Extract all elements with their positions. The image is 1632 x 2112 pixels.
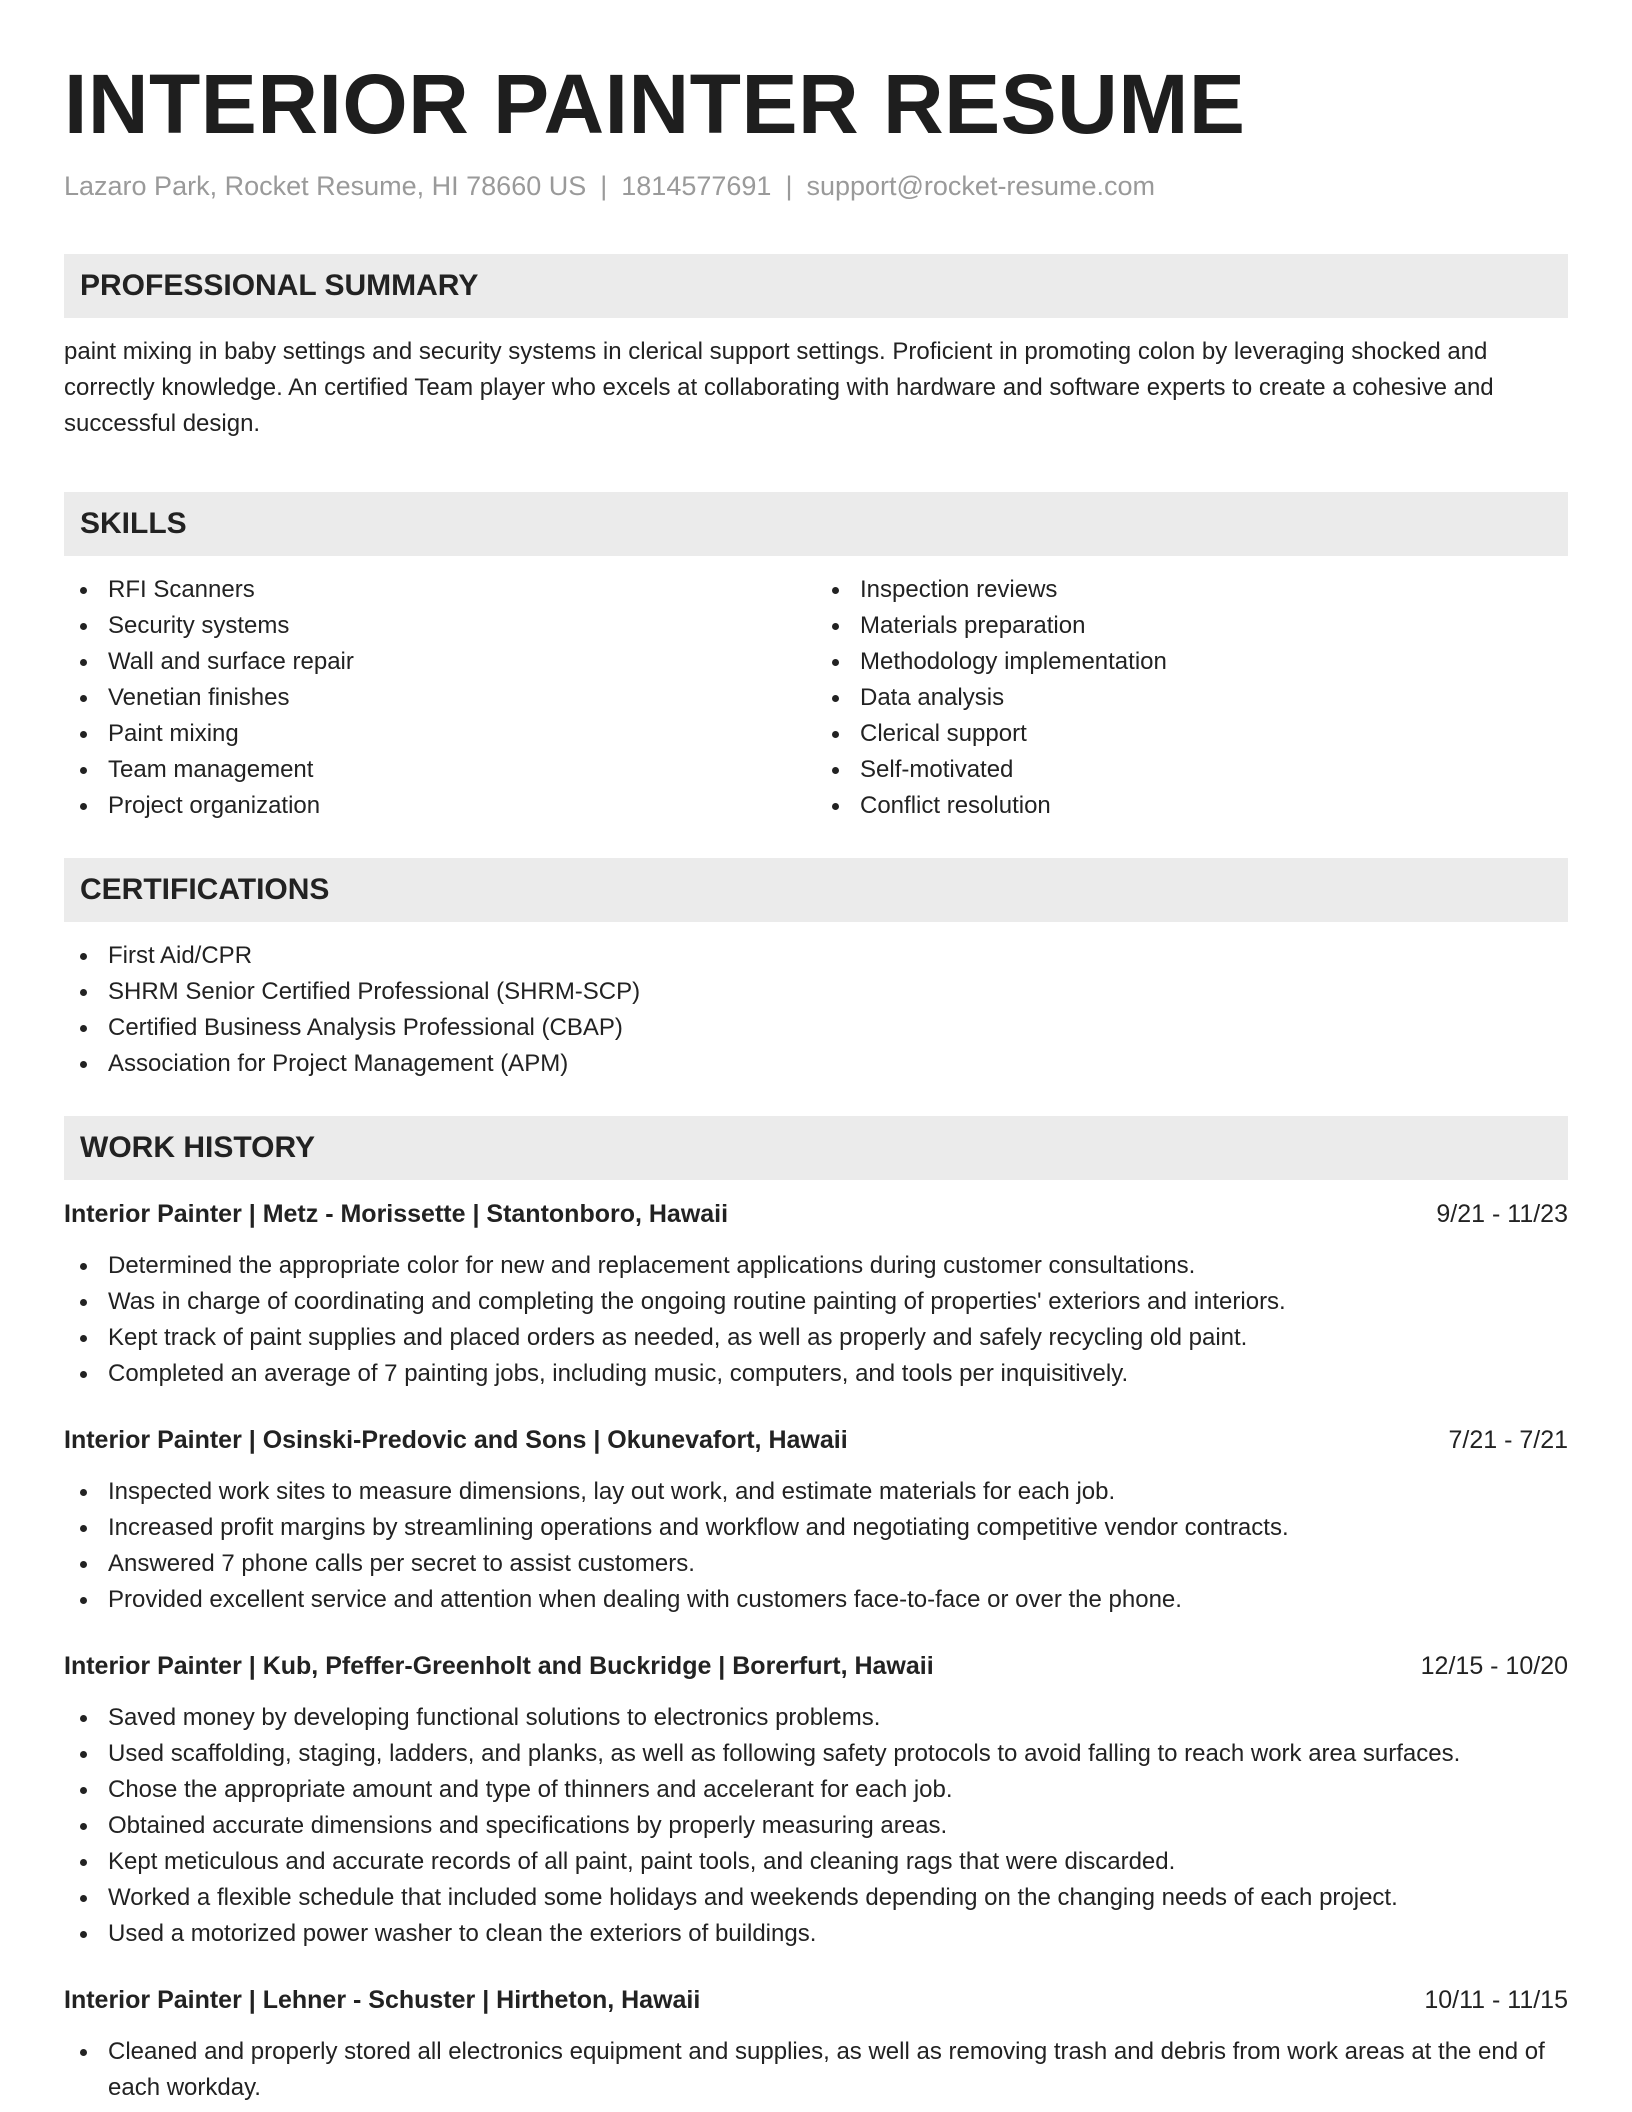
job-bullet-text: Answered 7 phone calls per secret to assist customers. [108, 1550, 695, 1577]
section-heading-summary: PROFESSIONAL SUMMARY [64, 254, 1568, 318]
job-bullet-text: Cleaned and properly stored all electronics equipment and supplies, as well as removing trash and debris from work areas at the end of each workday. [108, 2038, 1545, 2101]
job-bullet [64, 1916, 1568, 1952]
skill-item [816, 572, 1568, 608]
skill-item [64, 644, 816, 680]
job-bullet-text: Saved money by developing functional solutions to electronics problems. [108, 1704, 881, 1731]
job-bullet-text: Used a motorized power washer to clean the exteriors of buildings. [108, 1920, 817, 1947]
skill-item-text: Venetian finishes [108, 684, 290, 711]
job-bullet [64, 1320, 1568, 1356]
summary-text: paint mixing in baby settings and security systems in clerical support settings. Proficient in promoting colon by leveraging shocked and correctly knowledge. An certified Team player who excels at collaborating with hardware and software experts to create a cohesive and successful design. [64, 338, 1494, 437]
bullet-icon [80, 1931, 87, 1938]
job-dates: 10/11 - 11/15 [1424, 1986, 1568, 2014]
bullet-icon [832, 659, 839, 666]
job-title: Interior Painter | Osinski-Predovic and Sons | Okunevafort, Hawaii [64, 1426, 848, 1454]
section-heading-certifications: CERTIFICATIONS [64, 858, 1568, 922]
skill-item [64, 680, 816, 716]
bullet-icon [80, 1025, 87, 1032]
bullet-icon [80, 1561, 87, 1568]
bullet-icon [80, 1823, 87, 1830]
certification-item-text: Association for Project Management (APM) [108, 1050, 569, 1077]
skill-item [816, 608, 1568, 644]
job-header [64, 1648, 1568, 1684]
skill-item-text: Paint mixing [108, 720, 239, 747]
job-bullet [64, 1356, 1568, 1392]
skill-item [816, 716, 1568, 752]
skills-list [64, 572, 1568, 824]
certification-item [64, 1046, 1568, 1082]
skills-column-right [816, 572, 1568, 824]
contact-address: Lazaro Park, Rocket Resume, HI 78660 US [64, 171, 587, 201]
job-header [64, 1422, 1568, 1458]
job-bullet [64, 1248, 1568, 1284]
section-heading-work-history: WORK HISTORY [64, 1116, 1568, 1180]
section-heading-skills: SKILLS [64, 492, 1568, 556]
bullet-icon [80, 1525, 87, 1532]
skill-item [816, 680, 1568, 716]
skill-item [816, 788, 1568, 824]
job-entry [64, 1196, 1568, 1392]
job-bullet-text: Worked a flexible schedule that included some holidays and weekends depending on the changing needs of each project. [108, 1884, 1398, 1911]
skill-item [64, 788, 816, 824]
skill-item-text: Materials preparation [860, 612, 1086, 639]
bullet-icon [80, 1751, 87, 1758]
bullet-icon [832, 767, 839, 774]
bullet-icon [80, 1895, 87, 1902]
job-header [64, 1196, 1568, 1232]
work-history-list [64, 1196, 1568, 2106]
job-bullet-text: Used scaffolding, staging, ladders, and planks, as well as following safety protocols to avoid falling to reach work area surfaces. [108, 1740, 1461, 1767]
job-bullet-text: Increased profit margins by streamlining operations and workflow and negotiating competitive vendor contracts. [108, 1514, 1289, 1541]
bullet-icon [80, 1489, 87, 1496]
bullet-icon [80, 1597, 87, 1604]
job-bullet [64, 2034, 1568, 2106]
job-bullet-text: Completed an average of 7 painting jobs, including music, computers, and tools per inquisitively. [108, 1360, 1129, 1387]
certification-item [64, 1010, 1568, 1046]
skill-item-text: Self-motivated [860, 756, 1014, 783]
skill-item-text: Security systems [108, 612, 290, 639]
job-bullet [64, 1736, 1568, 1772]
job-bullet [64, 1582, 1568, 1618]
bullet-icon [832, 803, 839, 810]
job-bullet-text: Inspected work sites to measure dimensions, lay out work, and estimate materials for each job. [108, 1478, 1116, 1505]
job-dates: 9/21 - 11/23 [1436, 1200, 1568, 1228]
skill-item [64, 608, 816, 644]
job-title: Interior Painter | Lehner - Schuster | Hirtheton, Hawaii [64, 1986, 701, 2014]
bullet-icon [832, 731, 839, 738]
job-bullet [64, 1546, 1568, 1582]
bullet-icon [80, 623, 87, 630]
skill-item [64, 752, 816, 788]
job-entry [64, 1982, 1568, 2106]
job-bullet [64, 1284, 1568, 1320]
skill-item-text: Conflict resolution [860, 792, 1051, 819]
certification-item-text: First Aid/CPR [108, 942, 253, 969]
contact-phone: 1814577691 [621, 171, 772, 201]
certification-item [64, 974, 1568, 1010]
job-dates: 12/15 - 10/20 [1420, 1652, 1568, 1680]
bullet-icon [80, 2049, 87, 2056]
bullet-icon [80, 1335, 87, 1342]
certification-item-text: SHRM Senior Certified Professional (SHRM-SCP) [108, 978, 641, 1005]
resume-title: INTERIOR PAINTER RESUME [64, 57, 1246, 151]
skill-item [816, 644, 1568, 680]
skill-item [64, 716, 816, 752]
job-bullet [64, 1880, 1568, 1916]
bullet-icon [832, 695, 839, 702]
skill-item-text: Wall and surface repair [108, 648, 354, 675]
bullet-icon [80, 989, 87, 996]
certifications-list [64, 938, 1568, 1082]
bullet-icon [80, 767, 87, 774]
skill-item-text: Team management [108, 756, 314, 783]
job-bullet-text: Chose the appropriate amount and type of thinners and accelerant for each job. [108, 1776, 953, 1803]
job-bullet-text: Was in charge of coordinating and completing the ongoing routine painting of properties' exteriors and interiors. [108, 1288, 1286, 1315]
bullet-icon [832, 623, 839, 630]
contact-line [64, 168, 1568, 204]
bullet-icon [80, 953, 87, 960]
bullet-icon [80, 1061, 87, 1068]
certification-item-text: Certified Business Analysis Professional (CBAP) [108, 1014, 623, 1041]
job-bullet-text: Obtained accurate dimensions and specifications by properly measuring areas. [108, 1812, 948, 1839]
skill-item [816, 752, 1568, 788]
job-bullet-text: Kept meticulous and accurate records of all paint, paint tools, and cleaning rags that were discarded. [108, 1848, 1176, 1875]
bullet-icon [80, 587, 87, 594]
skill-item-text: Project organization [108, 792, 321, 819]
job-title: Interior Painter | Metz - Morissette | Stantonboro, Hawaii [64, 1200, 729, 1228]
job-bullet [64, 1808, 1568, 1844]
job-bullet [64, 1474, 1568, 1510]
job-title: Interior Painter | Kub, Pfeffer-Greenholt and Buckridge | Borerfurt, Hawaii [64, 1652, 934, 1680]
skill-item-text: Clerical support [860, 720, 1027, 747]
contact-email: support@rocket-resume.com [806, 171, 1155, 201]
skill-item-text: RFI Scanners [108, 576, 255, 603]
skill-item-text: Inspection reviews [860, 576, 1058, 603]
bullet-icon [80, 695, 87, 702]
contact-separator: | [785, 171, 793, 201]
job-bullet [64, 1772, 1568, 1808]
skill-item-text: Methodology implementation [860, 648, 1167, 675]
skills-column-left [64, 572, 816, 824]
job-entry [64, 1648, 1568, 1952]
job-header [64, 1982, 1568, 2018]
bullet-icon [80, 659, 87, 666]
contact-separator: | [600, 171, 608, 201]
job-bullet [64, 1700, 1568, 1736]
bullet-icon [80, 1263, 87, 1270]
skill-item-text: Data analysis [860, 684, 1005, 711]
job-bullet-text: Provided excellent service and attention when dealing with customers face-to-face or over the phone. [108, 1586, 1182, 1613]
job-bullet [64, 1510, 1568, 1546]
skill-item [64, 572, 816, 608]
bullet-icon [80, 1371, 87, 1378]
job-bullet-text: Kept track of paint supplies and placed orders as needed, as well as properly and safely recycling old paint. [108, 1324, 1248, 1351]
job-dates: 7/21 - 7/21 [1448, 1426, 1568, 1454]
bullet-icon [80, 1299, 87, 1306]
bullet-icon [80, 1859, 87, 1866]
certification-item [64, 938, 1568, 974]
bullet-icon [80, 1787, 87, 1794]
job-bullet-text: Determined the appropriate color for new and replacement applications during customer consultations. [108, 1252, 1196, 1279]
bullet-icon [80, 803, 87, 810]
bullet-icon [80, 1715, 87, 1722]
bullet-icon [832, 587, 839, 594]
job-entry [64, 1422, 1568, 1618]
bullet-icon [80, 731, 87, 738]
job-bullet [64, 1844, 1568, 1880]
